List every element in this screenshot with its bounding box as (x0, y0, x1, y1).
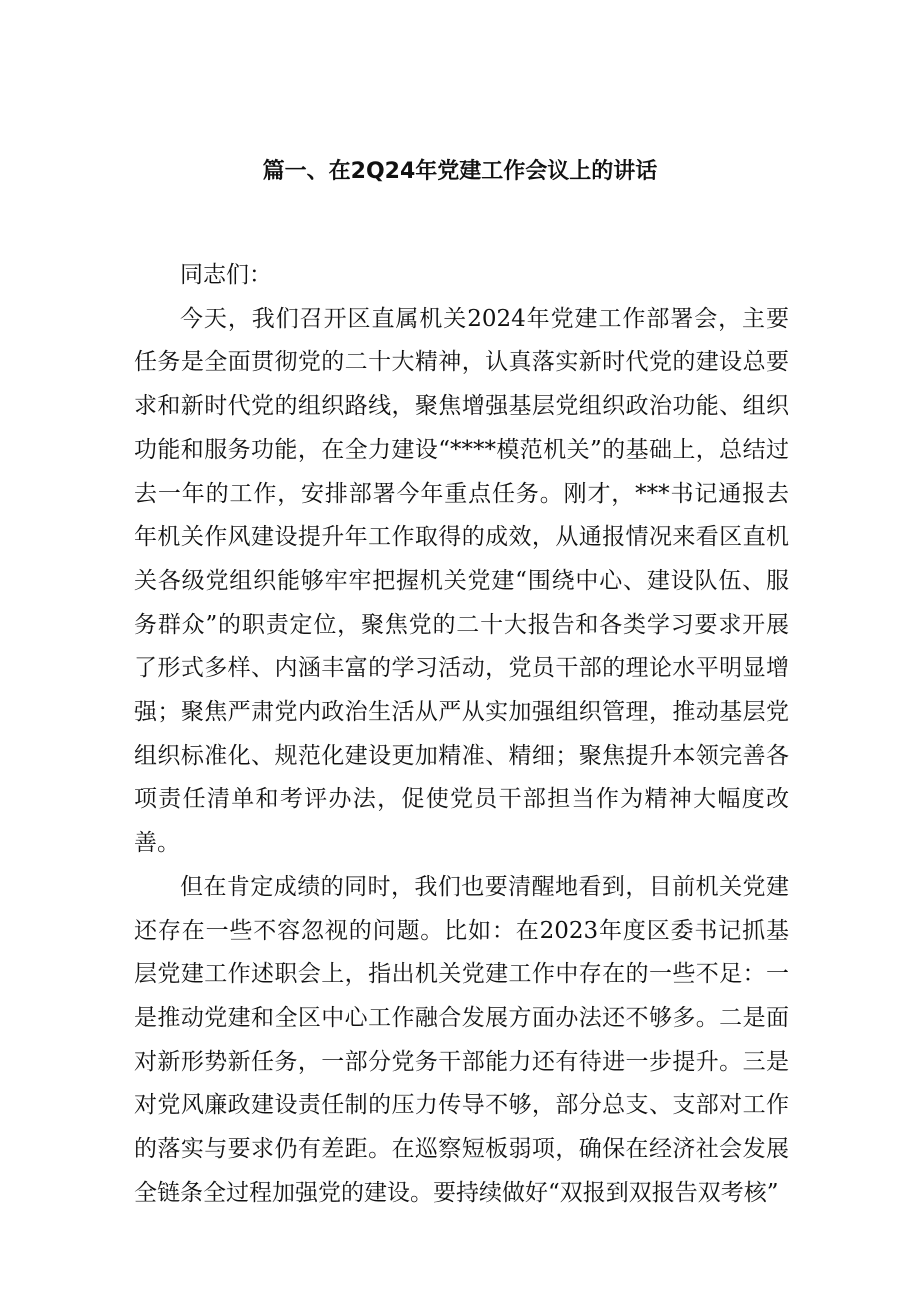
salutation: 同志们： (180, 262, 272, 288)
paragraph-1: 今天，我们召开区直属机关2024年党建工作部署会，主要任务是全面贯彻党的二十大精神，认真落实新时代党的建设总要求和新时代党的组织路线，聚焦增强基层党组织政治功能、组织功能和服务功能，在全力建设“****模范机关”的基础上，总结过去一年的工作，安排部署今年重点任务。刚才，***书记通报去年机关作风建设提升年工作取得的成效，从通报情况来看区直机关各级党组织能够牢牢把握机关党建“围绕中心、建设队伍、服务群众”的职责定位，聚焦党的二十大报告和各类学习要求开展了形式多样、内涵丰富的学习活动，党员干部的理论水平明显增强；聚焦严肃党内政治生活从严从实加强组织管理，推动基层党组织标准化、规范化建设更加精准、精细；聚焦提升本领完善各项责任清单和考评办法，促使党员干部担当作为精神大幅度改善。 (134, 305, 789, 857)
paragraph-2: 但在肯定成绩的同时，我们也要清醒地看到，目前机关党建还存在一些不容忽视的问题。比如：在2023年度区委书记抓基层党建工作述职会上，指出机关党建工作中存在的一些不足：一是推动党建和全区中心工作融合发展方面办法还不够多。二是面对新形势新任务，一部分党务干部能力还有待进一步提升。三是对党风廉政建设责任制的压力传导不够，部分总支、支部对工作的落实与要求仍有差距。在巡察短板弱项，确保在经济社会发展全链条全过程加强党的建设。要持续做好“双报到双报告双考核” (134, 873, 789, 1206)
document-title: 篇一、在2Q24年党建工作会议上的讲话 (262, 159, 658, 184)
document-body (134, 254, 789, 1215)
